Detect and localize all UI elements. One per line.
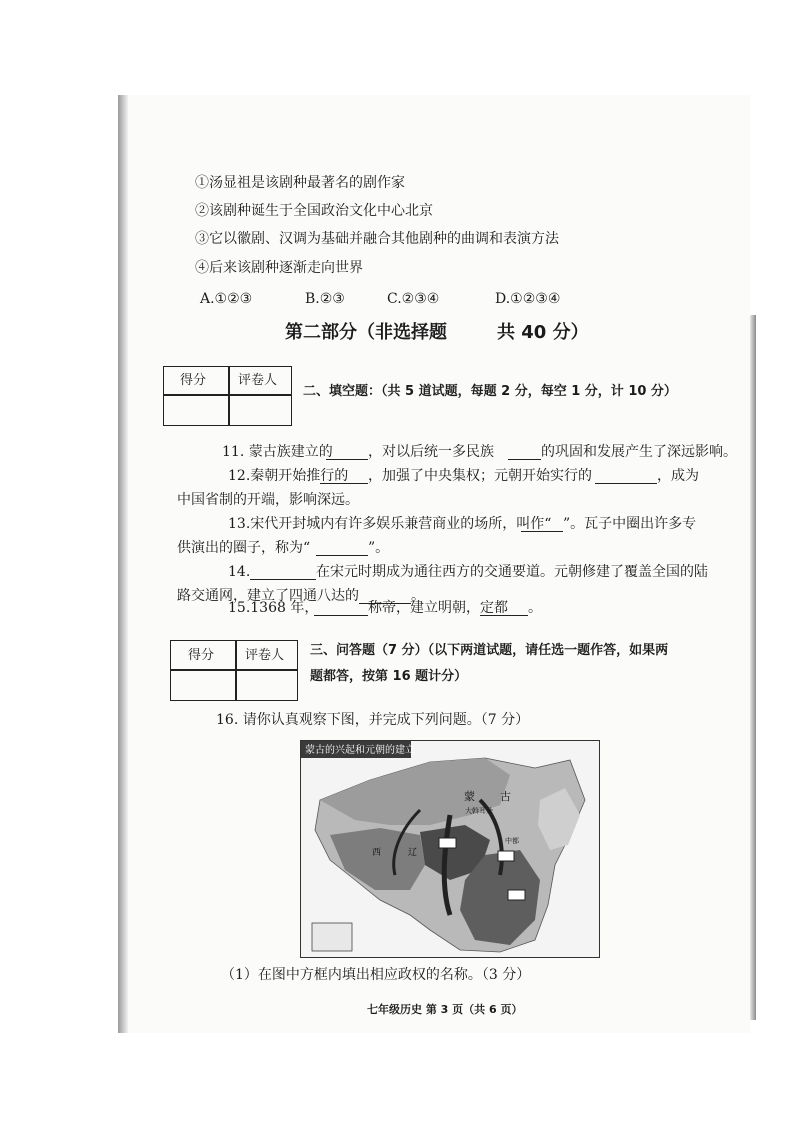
part2-score: 共 40 分） [497,322,589,343]
q12-blank-2[interactable] [595,483,657,484]
reviewer-cell[interactable] [231,397,289,423]
score-label: 得分 [188,648,215,663]
qa-section-heading-line2: 题都答，按第 16 题计分） [310,669,468,684]
map-label-mongol: 古 [500,790,511,803]
q13-part1: 13.宋代开封城内有许多娱乐兼营商业的场所，叫作“ [228,516,552,532]
score-cell[interactable] [166,397,226,423]
option-3: ③它以徽剧、汉调为基础并融合其他剧种的曲调和表演方法 [195,231,559,247]
q15-part3: 。 [528,600,542,616]
q15-part2: 称帝，建立明朝，定都 [368,600,508,616]
answer-b: B.②③ [305,291,345,307]
q15-blank-2[interactable] [480,615,528,616]
map-label-xiliao: 西 [372,848,382,858]
q11-part3: 的巩固和发展产生了深远影响。 [541,444,737,460]
score-label: 得分 [180,373,207,388]
grader-divider [235,640,237,701]
q15-blank-1[interactable] [314,615,368,616]
q11-blank-2[interactable] [508,459,541,460]
map-label-ordo: 大斡耳朵 [465,807,493,815]
grader-divider [170,669,298,671]
page-footer: 七年级历史 第 3 页（共 6 页） [367,1003,523,1016]
answer-box-2[interactable] [498,851,514,861]
answer-c: C.②③④ [387,291,440,307]
q14-blank-1[interactable] [250,579,316,580]
grader-divider [163,394,292,396]
answer-box-3[interactable] [508,890,525,900]
map-label-zhongdu: 中都 [505,837,519,845]
q14-part3: 路交通网，建立了四通八达的 [177,588,359,604]
fill-section-heading: 二、填空题：（共 5 道试题，每题 2 分，每空 1 分，计 10 分） [303,384,677,399]
q14-part1: 14. [228,564,251,580]
q15-part1: 15.1368 年， [228,600,319,616]
q16-sub1: （1）在图中方框内填出相应政权的名称。（3 分） [221,967,531,983]
part2-title: 第二部分（非选择题 [285,322,447,343]
q13-part2: ”。瓦子中圈出许多专 [563,516,697,532]
score-cell[interactable] [173,672,233,698]
q14-part4: 。 [411,588,425,604]
map-legend [312,923,352,951]
answer-d: D.①②③④ [495,291,561,307]
reviewer-label: 评卷人 [238,373,278,388]
q13-blank-2[interactable] [316,555,368,556]
q11-blank-1[interactable] [326,459,368,460]
scan-margin [0,95,120,1035]
reviewer-label: 评卷人 [245,648,285,663]
answer-a: A.①②③ [200,291,253,307]
q12-part1: 12.秦朝开始推行的 [228,468,349,484]
q13-part4: ”。 [368,540,390,556]
reviewer-cell[interactable] [238,672,295,698]
q12-part4: 中国省制的开端，影响深远。 [177,492,359,508]
q14-part2: 在宋元时期成为通往西方的交通要道。元朝修建了覆盖全国的陆 [316,564,708,580]
q16-prompt: 16. 请你认真观察下图，并完成下列问题。（7 分） [216,712,530,728]
q11-part1: 11. 蒙古族建立的 [222,444,333,460]
option-2: ②该剧种诞生于全国政治文化中心北京 [195,203,433,219]
option-1: ①汤显祖是该剧种最著名的剧作家 [195,175,405,191]
mongol-yuan-map [300,740,600,958]
scan-shadow-left [118,95,128,1033]
scan-shadow-right [750,315,756,1020]
answer-box-1[interactable] [439,838,456,848]
map-label-mongol: 蒙 [464,790,475,803]
map-title: 蒙古的兴起和元朝的建立 [305,745,415,756]
q12-blank-1[interactable] [320,483,368,484]
option-4: ④后来该剧种逐渐走向世界 [195,260,363,276]
q12-part2: ，加强了中央集权；元朝开始实行的 [368,468,592,484]
q11-part2: ，对以后统一多民族 [368,444,494,460]
q13-part3: 供演出的圈子，称为“ [177,540,311,556]
grader-divider [228,366,230,426]
q12-part3: ，成为 [657,468,699,484]
map-label-xiliao: 辽 [408,848,418,858]
q13-blank-1[interactable] [521,531,563,532]
qa-section-heading-line1: 三、问答题（7 分）（以下两道试题，请任选一题作答，如果两 [310,643,669,658]
